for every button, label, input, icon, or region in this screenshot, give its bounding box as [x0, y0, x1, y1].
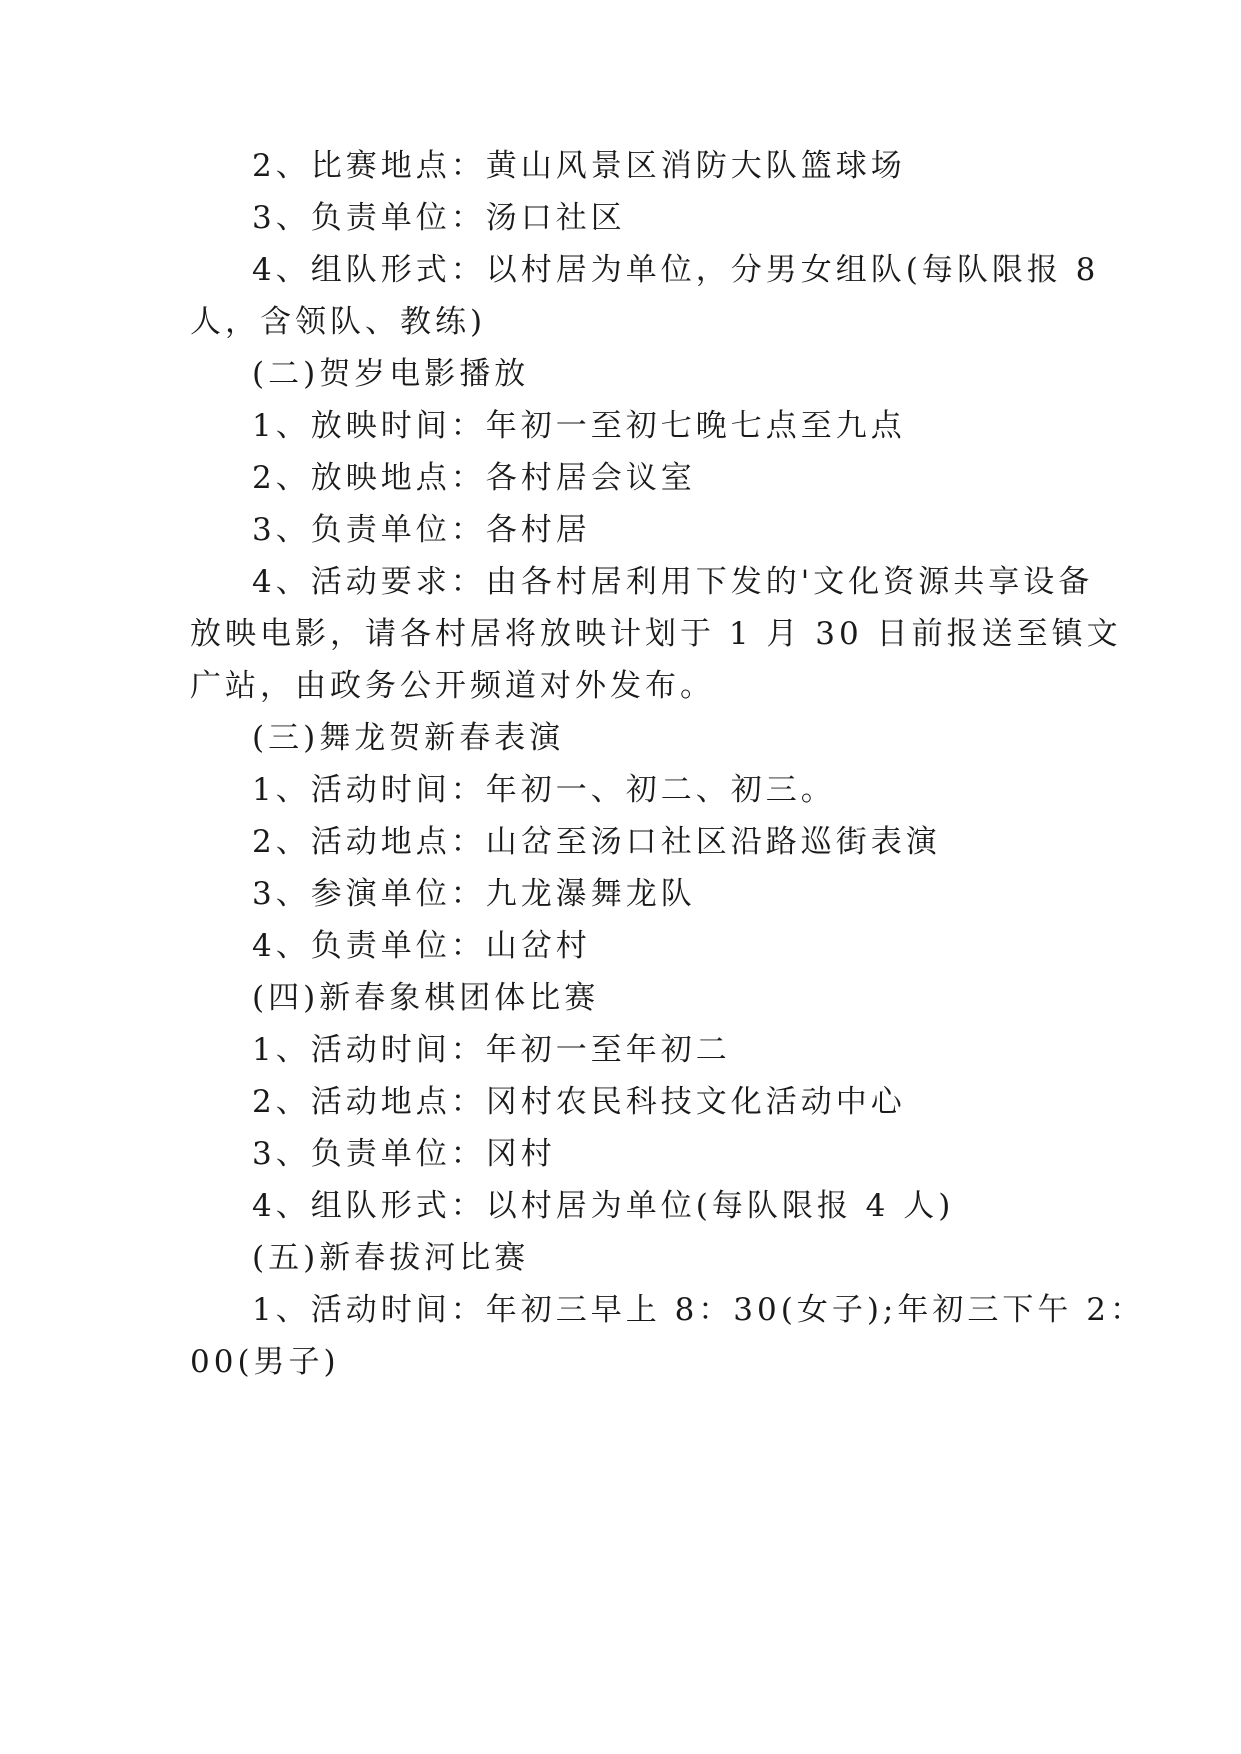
- text-line: 2、放映地点：各村居会议室: [252, 460, 696, 496]
- text-line: 3、负责单位：各村居: [252, 512, 591, 548]
- text-line: 广站，由政务公开频道对外发布。: [190, 668, 715, 704]
- text-line: 1、活动时间：年初三早上 8：30(女子);年初三下午 2：: [252, 1292, 1145, 1328]
- text-line: 4、负责单位：山岔村: [252, 928, 591, 964]
- section-heading: (四)新春象棋团体比赛: [252, 980, 600, 1016]
- text-line: 1、活动时间：年初一至年初二: [252, 1032, 731, 1068]
- section-heading: (二)贺岁电影播放: [252, 356, 530, 392]
- section-heading: (三)舞龙贺新春表演: [252, 720, 565, 756]
- text-line: 1、放映时间：年初一至初七晚七点至九点: [252, 408, 906, 444]
- text-line: 4、组队形式：以村居为单位(每队限报 4 人): [252, 1188, 955, 1224]
- text-line: 3、参演单位：九龙瀑舞龙队: [252, 876, 696, 912]
- text-line: 放映电影，请各村居将放映计划于 1 月 30 日前报送至镇文: [190, 616, 1122, 652]
- section-heading: (五)新春拔河比赛: [252, 1240, 530, 1276]
- text-line: 2、比赛地点：黄山风景区消防大队篮球场: [252, 148, 906, 184]
- text-line: 4、活动要求：由各村居利用下发的'文化资源共享设备: [252, 564, 1094, 600]
- text-line: 3、负责单位：冈村: [252, 1136, 556, 1172]
- text-line: 4、组队形式：以村居为单位，分男女组队(每队限报 8: [252, 252, 1100, 288]
- text-line: 1、活动时间：年初一、初二、初三。: [252, 772, 836, 808]
- text-line: 3、负责单位：汤口社区: [252, 200, 626, 236]
- text-line: 2、活动地点：冈村农民科技文化活动中心: [252, 1084, 906, 1120]
- text-line: 人，含领队、教练): [190, 304, 487, 340]
- text-line: 00(男子): [190, 1344, 340, 1380]
- text-line: 2、活动地点：山岔至汤口社区沿路巡街表演: [252, 824, 941, 860]
